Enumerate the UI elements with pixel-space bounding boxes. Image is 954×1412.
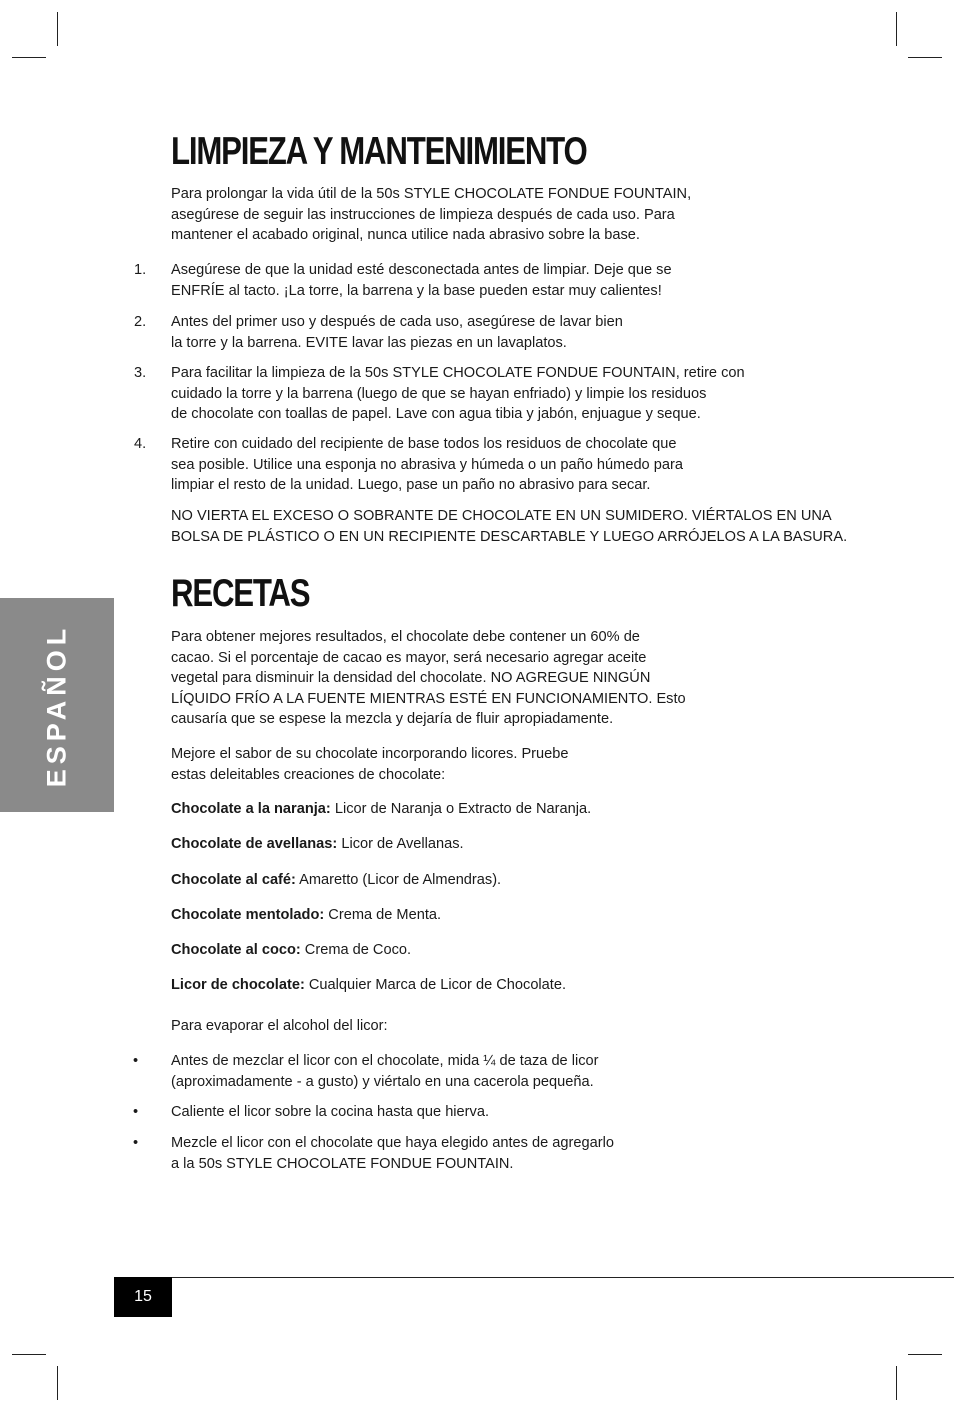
- recipe-desc: Crema de Coco.: [300, 942, 412, 958]
- recipe-desc: Cualquier Marca de Licor de Chocolate.: [304, 977, 567, 993]
- step-number: 1.: [134, 262, 147, 278]
- crop-mark: [908, 57, 942, 58]
- page-number: 15: [114, 1277, 172, 1317]
- liqueur-intro: Mejore el sabor de su chocolate incorporando licores. Pruebe estas deleitables creaciones de chocolate:: [171, 746, 569, 783]
- cleaning-intro: Para prolongar la vida útil de la 50s STYLE CHOCOLATE FONDUE FOUNTAIN, asegúrese de seguir las instrucciones de limpieza después de cada uso. Para mantener el acabado original, nunca utilice nada abrasivo sobre la base.: [171, 186, 692, 244]
- recipe-name: Chocolate al coco:: [171, 942, 301, 958]
- recipe-item: [171, 870, 501, 891]
- cleaning-title: LIMPIEZA Y MANTENIMIENTO: [171, 130, 587, 173]
- step-text: Antes del primer uso y después de cada uso, asegúrese de lavar bien la torre y la barrena. EVITE lavar las piezas en un lavaplatos.: [171, 314, 623, 351]
- cleaning-warning: NO VIERTA EL EXCESO O SOBRANTE DE CHOCOLATE EN UN SUMIDERO. VIÉRTALOS EN UNA BOLSA DE PLÁSTICO O EN UN RECIPIENTE DESCARTABLE Y LUEGO ARRÓJELOS A LA BASURA.: [171, 508, 848, 545]
- step-number: 2.: [134, 314, 147, 330]
- recipe-desc: Crema de Menta.: [324, 907, 442, 923]
- recipe-name: Licor de chocolate:: [171, 977, 305, 993]
- bullet-mark: •: [133, 1053, 139, 1069]
- recipe-name: Chocolate a la naranja:: [171, 801, 331, 817]
- crop-mark: [57, 12, 58, 46]
- crop-mark: [12, 57, 46, 58]
- step-number: 4.: [134, 436, 147, 452]
- recipe-desc: Licor de Avellanas.: [337, 836, 464, 852]
- recipes-intro: Para obtener mejores resultados, el chocolate debe contener un 60% de cacao. Si el porcentaje de cacao es mayor, será necesario agregar aceite vegetal para disminuir la densidad del chocolate. NO AGREGUE NINGÚN LÍQUIDO FRÍO A LA FUENTE MIENTRAS ESTÉ EN FUNCIONAMIENTO. Esto causaría que se espese la mezcla y dejaría de fluir apropiadamente.: [171, 629, 686, 728]
- crop-mark: [908, 1354, 942, 1355]
- language-tab: [0, 598, 114, 812]
- bullet-mark: •: [133, 1104, 139, 1120]
- crop-mark: [12, 1354, 46, 1355]
- step-text: Retire con cuidado del recipiente de base todos los residuos de chocolate que sea posible. Utilice una esponja no abrasiva y húmeda o un paño húmedo para limpiar el resto de la unidad. Luego, pase un paño no abrasivo para secar.: [171, 436, 683, 494]
- step-text: Para facilitar la limpieza de la 50s STYLE CHOCOLATE FONDUE FOUNTAIN, retire con cuidado la torre y la barrena (luego de que se hayan enfriado) y limpie los residuos de chocolate con toallas de papel. Lave con agua tibia y jabón, enjuague y seque.: [171, 365, 745, 423]
- footer-rule: [114, 1277, 954, 1278]
- recipe-item: [171, 834, 464, 855]
- bullet-mark: •: [133, 1135, 139, 1151]
- bullet-text: Antes de mezclar el licor con el chocolate, mida ¼ de taza de licor (aproximadamente - a gusto) y viértalo en una cacerola pequeña.: [171, 1053, 599, 1090]
- recipes-title: RECETAS: [171, 572, 310, 615]
- recipe-item: [171, 799, 591, 820]
- recipe-item: [171, 975, 566, 996]
- language-tab-label: ESPAÑOL: [41, 623, 72, 787]
- recipe-name: Chocolate de avellanas:: [171, 836, 338, 852]
- recipe-desc: Licor de Naranja o Extracto de Naranja.: [330, 801, 592, 817]
- step-text: Asegúrese de que la unidad esté desconectada antes de limpiar. Deje que se ENFRÍE al tacto. ¡La torre, la barrena y la base pueden estar muy calientes!: [171, 262, 672, 299]
- step-number: 3.: [134, 365, 147, 381]
- recipe-name: Chocolate mentolado:: [171, 907, 325, 923]
- recipe-item: [171, 905, 441, 926]
- evaporate-intro: Para evaporar el alcohol del licor:: [171, 1018, 388, 1034]
- crop-mark: [896, 12, 897, 46]
- recipe-desc: Amaretto (Licor de Almendras).: [295, 872, 502, 888]
- crop-mark: [896, 1366, 897, 1400]
- crop-mark: [57, 1366, 58, 1400]
- bullet-text: Caliente el licor sobre la cocina hasta que hierva.: [171, 1104, 489, 1120]
- recipe-item: [171, 940, 411, 961]
- recipe-name: Chocolate al café:: [171, 872, 296, 888]
- bullet-text: Mezcle el licor con el chocolate que haya elegido antes de agregarlo a la 50s STYLE CHOCOLATE FONDUE FOUNTAIN.: [171, 1135, 614, 1172]
